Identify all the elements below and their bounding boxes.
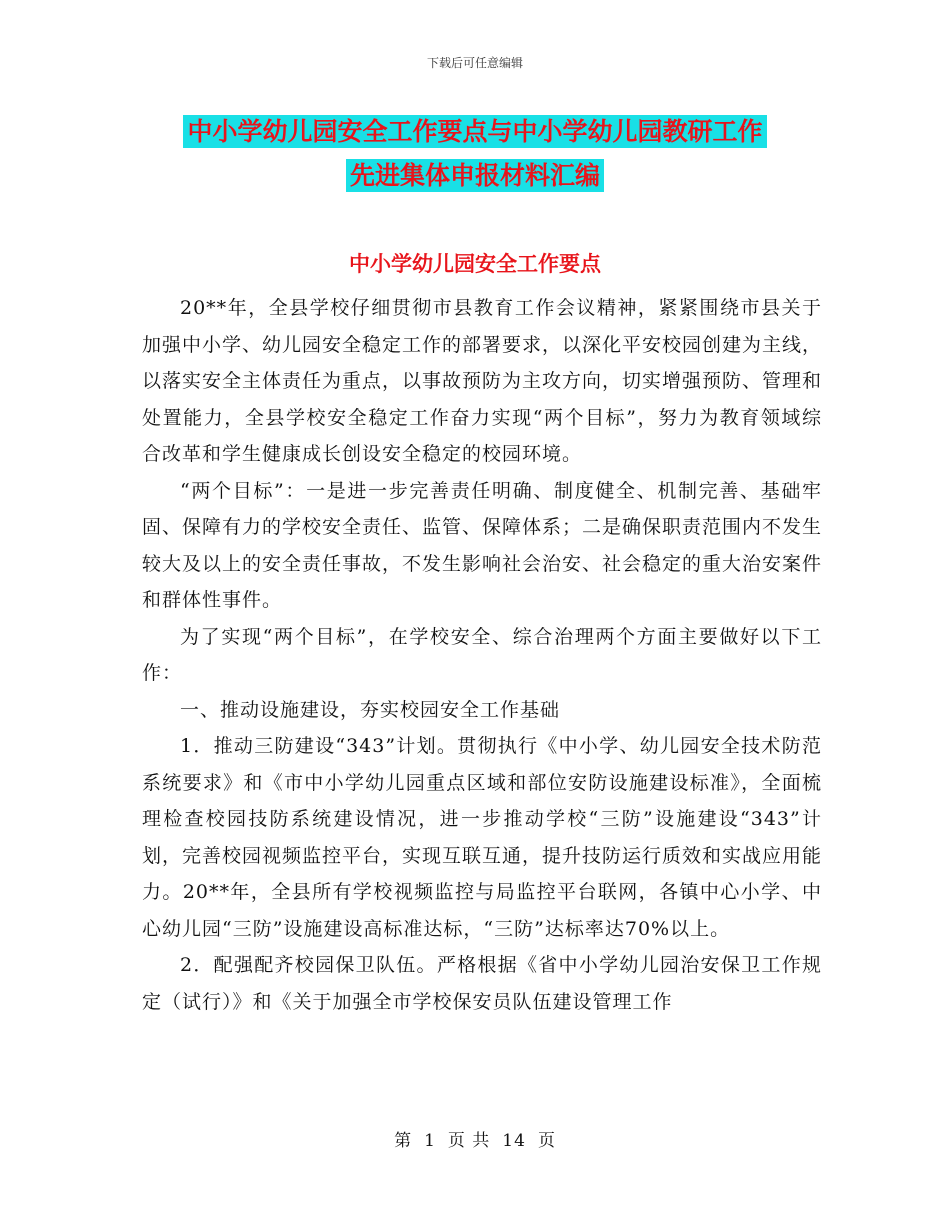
page-footer: [0, 1126, 950, 1151]
document-body: [142, 290, 822, 1020]
footer-page-number: 1: [424, 1131, 436, 1151]
footer-total-pages: 14: [502, 1131, 526, 1151]
section-title: 中小学幼儿园安全工作要点: [349, 252, 601, 276]
footer-mid: 页 共: [447, 1131, 491, 1151]
title-line-1-text: 中小学幼儿园安全工作要点与中小学幼儿园教研工作: [183, 115, 766, 148]
document-title-line-1: [0, 112, 950, 148]
paragraph: 1．推动三防建设“343”计划。贯彻执行《中小学、幼儿园安全技术防范系统要求》和《市中小学幼儿园重点区域和部位安防设施建设标准》，全面梳理检查校园技防系统建设情况，进一步推动学校“三防”设施建设“343”计划，完善校园视频监控平台，实现互联互通，提升技防运行质效和实战应用能力。20**年，全县所有学校视频监控与局监控平台联网，各镇中心小学、中心幼儿园“三防”设施建设高标准达标，“三防”达标率达70%以上。: [142, 735, 823, 940]
paragraph: 20**年，全县学校仔细贯彻市县教育工作会议精神，紧紧围绕市县关于加强中小学、幼儿园安全稳定工作的部署要求，以深化平安校园创建为主线，以落实安全主体责任为重点，以事故预防为主攻方向，切实增强预防、管理和处置能力，全县学校安全稳定工作奋力实现“两个目标”，努力为教育领域综合改革和学生健康成长创设安全稳定的校园环境。: [142, 297, 823, 465]
page-header-note: 下载后可任意编辑: [426, 56, 523, 70]
paragraph-heading: 一、推动设施建设，夯实校园安全工作基础: [180, 698, 561, 721]
paragraph: “两个目标”：一是进一步完善责任明确、制度健全、机制完善、基础牢固、保障有力的学校安全责任、监管、保障体系；二是确保职责范围内不发生较大及以上的安全责任事故，不发生影响社会治安、社会稳定的重大治安案件和群体性事件。: [142, 479, 823, 611]
paragraph: 为了实现“两个目标”，在学校安全、综合治理两个方面主要做好以下工作：: [142, 625, 822, 684]
document-title-line-2: [0, 156, 950, 192]
footer-prefix: 第: [394, 1131, 413, 1151]
paragraph: 2．配强配齐校园保卫队伍。严格根据《省中小学幼儿园治安保卫工作规定（试行）》和《关于加强全市学校保安员队伍建设管理工作: [142, 954, 822, 1013]
title-line-2-text: 先进集体申报材料汇编: [346, 159, 604, 192]
footer-suffix: 页: [537, 1131, 556, 1151]
